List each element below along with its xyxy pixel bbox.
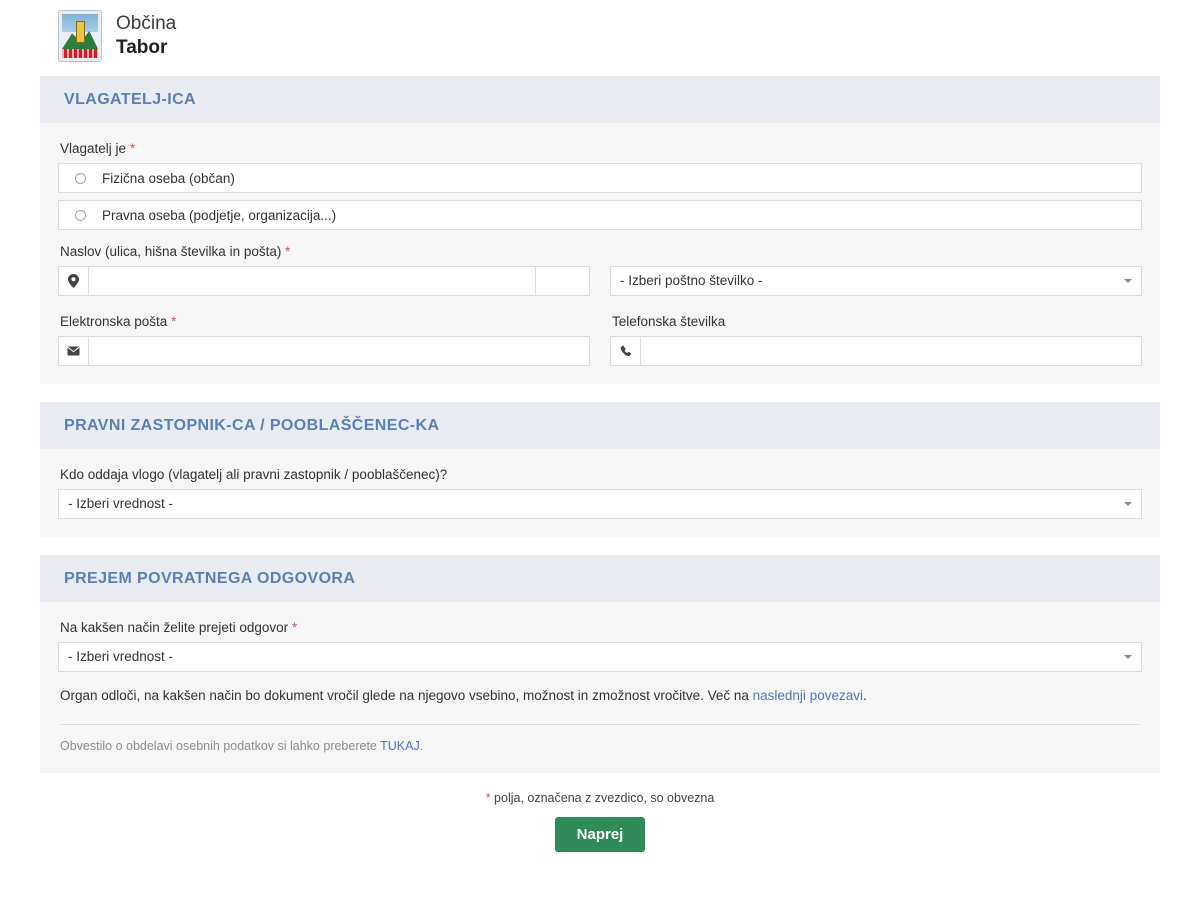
radio-option-label: Pravna oseba (podjetje, organizacija...)	[102, 207, 337, 223]
response-note-text: Organ odloči, na kakšen način bo dokument vročil glede na njegovo vsebino, možnost in zmožnost vročitve. Več na	[60, 688, 753, 703]
email-label-text: Elektronska pošta	[60, 314, 168, 329]
representative-question-label: Kdo oddaja vlogo (vlagatelj ali pravni zastopnik / pooblaščenec)?	[60, 467, 448, 482]
response-note	[60, 686, 1140, 706]
representative-select-value: - Izberi vrednost -	[68, 496, 174, 511]
phone-label-text: Telefonska številka	[612, 314, 726, 329]
required-fields-note	[0, 791, 1200, 805]
postal-code-select[interactable]	[610, 266, 1142, 296]
required-marker: *	[291, 620, 298, 635]
privacy-notice-text: Obvestilo o obdelavi osebnih podatkov si lahko preberete	[60, 738, 381, 753]
response-section	[40, 555, 1160, 773]
phone-input-group	[610, 336, 1142, 366]
response-note-text-end: .	[862, 688, 867, 703]
representative-section-heading: PRAVNI ZASTOPNIK-CA / POOBLAŠČENEC-KA	[40, 402, 1160, 449]
radio-circle-icon[interactable]	[75, 173, 86, 184]
radio-option-pravna-oseba[interactable]	[58, 200, 1142, 230]
coat-of-arms-icon	[58, 10, 102, 62]
applicant-section-heading: VLAGATELJ-ICA	[40, 76, 1160, 123]
phone-label	[612, 314, 1142, 329]
chevron-down-icon	[1124, 279, 1132, 283]
response-note-link[interactable]: naslednji povezavi	[752, 688, 863, 703]
municipality-name-line1: Občina	[116, 13, 177, 35]
radio-option-label: Fizična oseba (občan)	[102, 170, 235, 186]
submit-next-button[interactable]: Naprej	[555, 817, 646, 852]
email-input-group	[58, 336, 590, 366]
applicant-type-label-text: Vlagatelj je	[60, 141, 127, 156]
phone-input[interactable]	[640, 336, 1142, 366]
radio-option-fizicna-oseba[interactable]	[58, 163, 1142, 193]
applicant-section	[40, 76, 1160, 384]
form-footer	[0, 791, 1200, 852]
required-marker: *	[171, 314, 177, 329]
municipality-title	[116, 12, 176, 60]
house-number-input[interactable]	[536, 266, 590, 296]
divider	[60, 724, 1140, 725]
chevron-down-icon	[1124, 502, 1132, 506]
privacy-notice-link[interactable]: TUKAJ	[380, 738, 420, 753]
required-fields-note-text: polja, označena z zvezdico, so obvezna	[490, 790, 715, 805]
phone-icon	[610, 336, 640, 366]
address-label	[60, 244, 1142, 259]
postal-code-select-value: - Izberi poštno številko -	[620, 273, 763, 288]
required-marker: *	[485, 790, 491, 805]
response-question-label-text: Na kakšen način želite prejeti odgovor	[60, 620, 289, 635]
chevron-down-icon	[1124, 655, 1132, 659]
applicant-type-label	[60, 141, 1142, 156]
privacy-notice	[60, 739, 1140, 753]
address-input-group	[58, 266, 590, 296]
response-question-label	[60, 620, 1142, 635]
email-label	[60, 314, 590, 329]
envelope-icon	[58, 336, 88, 366]
email-input[interactable]	[88, 336, 590, 366]
page-header	[0, 0, 1200, 76]
required-marker: *	[285, 244, 291, 259]
address-input[interactable]	[88, 266, 536, 296]
representative-section	[40, 402, 1160, 537]
response-method-select[interactable]	[58, 642, 1142, 672]
privacy-notice-text-end: .	[419, 738, 424, 753]
required-marker: *	[129, 141, 136, 156]
municipality-name-line2: Tabor	[116, 37, 168, 58]
response-section-heading: PREJEM POVRATNEGA ODGOVORA	[40, 555, 1160, 602]
address-label-text: Naslov (ulica, hišna številka in pošta)	[60, 244, 282, 259]
location-pin-icon	[58, 266, 88, 296]
representative-select[interactable]	[58, 489, 1142, 519]
response-method-select-value: - Izberi vrednost -	[68, 649, 174, 664]
radio-circle-icon[interactable]	[75, 210, 86, 221]
